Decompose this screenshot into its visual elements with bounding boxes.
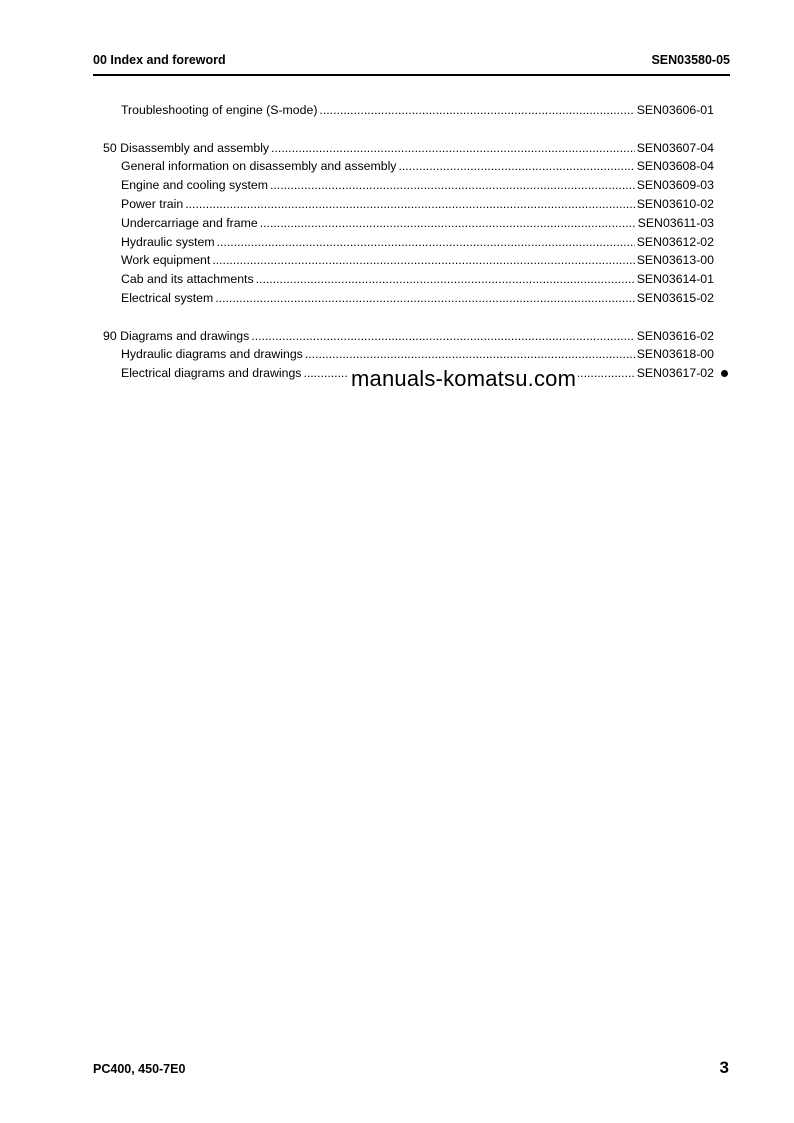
toc-entry-code: SEN03607-04 xyxy=(636,140,714,155)
toc-entry-title: Engine and cooling system xyxy=(121,178,268,193)
dot-leader xyxy=(251,327,634,346)
toc-entry-title: General information on disassembly and assembly xyxy=(121,159,397,174)
toc-entry-code: SEN03617-02 xyxy=(636,366,714,381)
footer-model: PC400, 450-7E0 xyxy=(93,1062,186,1076)
dot-leader xyxy=(260,214,636,233)
toc-entry[interactable] xyxy=(103,101,714,120)
page-header xyxy=(93,53,730,71)
toc-entry-code: SEN03613-00 xyxy=(636,253,714,268)
toc-entry[interactable] xyxy=(103,270,714,289)
toc-entry-code: SEN03611-03 xyxy=(637,215,714,230)
toc-entry[interactable] xyxy=(103,157,714,176)
toc-entry[interactable] xyxy=(103,345,714,364)
toc-entry-code: SEN03616-02 xyxy=(636,328,714,343)
document-code: SEN03580-05 xyxy=(651,53,730,67)
toc-entry-title: Electrical system xyxy=(121,290,214,305)
dot-leader xyxy=(185,195,635,214)
toc-entry[interactable] xyxy=(103,233,714,252)
dot-leader xyxy=(270,176,635,195)
toc-entry-title: Hydraulic diagrams and drawings xyxy=(121,347,303,362)
toc-section[interactable] xyxy=(103,327,714,346)
page-number: 3 xyxy=(719,1058,729,1077)
dot-leader xyxy=(256,270,635,289)
toc-entry-code: SEN03614-01 xyxy=(636,272,714,287)
toc-entry[interactable] xyxy=(103,176,714,195)
toc-entry-title: 90 Diagrams and drawings xyxy=(103,328,250,343)
toc-entry-code: SEN03615-02 xyxy=(636,290,714,305)
revision-bullet-icon xyxy=(721,370,728,377)
header-rule xyxy=(93,74,730,76)
toc-entry[interactable] xyxy=(103,214,714,233)
dot-leader xyxy=(271,139,635,158)
toc-entry-title: Work equipment xyxy=(121,253,211,268)
toc-entry-title: 50 Disassembly and assembly xyxy=(103,140,270,155)
toc-entry-title: Electrical diagrams and drawings xyxy=(121,366,302,381)
toc-entry[interactable] xyxy=(103,289,714,308)
dot-leader xyxy=(398,157,634,176)
toc-entry-code: SEN03610-02 xyxy=(636,196,714,211)
toc-entry-title: Power train xyxy=(121,196,184,211)
toc-entry-code: SEN03612-02 xyxy=(636,234,714,249)
toc-entry-title: Undercarriage and frame xyxy=(121,215,258,230)
dot-leader xyxy=(215,289,634,308)
toc-entry-code: SEN03608-04 xyxy=(636,159,714,174)
toc-entry[interactable] xyxy=(103,251,714,270)
toc-section[interactable] xyxy=(103,139,714,158)
toc-entry-title: Troubleshooting of engine (S-mode) xyxy=(121,103,318,117)
section-title: 00 Index and foreword xyxy=(93,53,226,67)
dot-leader xyxy=(319,101,634,120)
toc-entry-code: SEN03609-03 xyxy=(636,178,714,193)
toc-entry-code: SEN03618-00 xyxy=(636,347,714,362)
toc-entry-title: Hydraulic system xyxy=(121,234,215,249)
toc-entry-title: Cab and its attachments xyxy=(121,272,254,287)
table-of-contents xyxy=(103,101,714,383)
dot-leader xyxy=(305,345,635,364)
dot-leader xyxy=(212,251,634,270)
watermark-text: manuals-komatsu.com xyxy=(351,366,577,391)
toc-entry[interactable] xyxy=(103,195,714,214)
dot-leader xyxy=(217,233,635,252)
toc-entry-code: SEN03606-01 xyxy=(636,103,714,117)
